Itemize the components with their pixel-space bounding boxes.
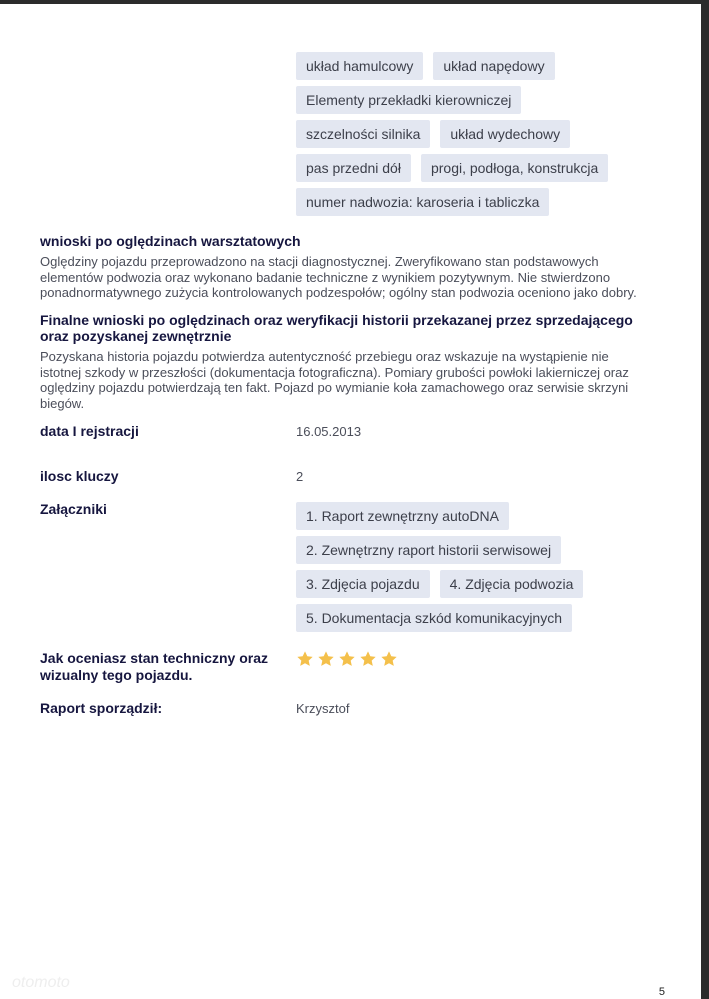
tag-steering: Elementy przekładki kierowniczej <box>296 86 521 114</box>
registration-label: data I rejstracji <box>40 423 139 439</box>
tag-exhaust: układ wydechowy <box>440 120 570 148</box>
author-value: Krzysztof <box>296 701 350 716</box>
attachment-underbody-photos[interactable]: 4. Zdjęcia podwozia <box>440 570 584 598</box>
tag-drivetrain: układ napędowy <box>433 52 554 80</box>
keys-value: 2 <box>296 469 304 484</box>
tag-brakes: układ hamulcowy <box>296 52 423 80</box>
tag-sills-floor: progi, podłoga, konstrukcja <box>421 154 608 182</box>
workshop-heading: wnioski po oględzinach warsztatowych <box>40 233 301 249</box>
tag-front-apron: pas przedni dół <box>296 154 411 182</box>
attachments-list <box>296 502 656 632</box>
attachment-service-history[interactable]: 2. Zewnętrzny raport historii serwisowej <box>296 536 561 564</box>
report-page <box>0 4 701 999</box>
attachments-label: Załączniki <box>40 501 107 517</box>
rating-label: Jak oceniasz stan techniczny oraz wizualny tego pojazdu. <box>40 650 268 683</box>
attachment-autodna[interactable]: 1. Raport zewnętrzny autoDNA <box>296 502 509 530</box>
star-icon <box>296 650 314 668</box>
attachment-vehicle-photos[interactable]: 3. Zdjęcia pojazdu <box>296 570 430 598</box>
workshop-text: Oględziny pojazdu przeprowadzono na stacji diagnostycznej. Zweryfikowano stan podstawowych elementów podwozia oraz wykonano badanie techniczne z wynikiem pozytywnym. Nie stwierdzono ponadnormatywnego zużycia kontrolowanych podzespołów; ogólny stan podwozia oceniono jako dobry. <box>40 254 637 300</box>
star-icon <box>359 650 377 668</box>
author-label: Raport sporządził: <box>40 700 163 716</box>
keys-label: ilosc kluczy <box>40 468 119 484</box>
inspection-tags <box>296 52 656 216</box>
rating-stars <box>296 650 398 668</box>
watermark: otomoto <box>12 974 70 991</box>
final-text: Pozyskana historia pojazdu potwierdza autentyczność przebiegu oraz wskazuje na wystąpienie nie istotnej szkody w przeszłości (dokumentacja fotograficzna). Pomiary grubości powłoki lakierniczej oraz oględziny pojazdu potwierdzają ten fakt. Pojazd po wymianie koła zamachowego oraz serwisie skrzyni biegów. <box>40 349 629 411</box>
final-heading: Finalne wnioski po oględzinach oraz weryfikacji historii przekazanej przez sprzedającego oraz pozyskanej zewnętrznie <box>40 312 633 344</box>
tag-vin: numer nadwozia: karoseria i tabliczka <box>296 188 549 216</box>
star-icon <box>338 650 356 668</box>
registration-value: 16.05.2013 <box>296 424 362 439</box>
star-icon <box>380 650 398 668</box>
tag-engine-tightness: szczelności silnika <box>296 120 430 148</box>
star-icon <box>317 650 335 668</box>
page-number: 5 <box>658 986 665 998</box>
attachment-damage-docs[interactable]: 5. Dokumentacja szkód komunikacyjnych <box>296 604 572 632</box>
